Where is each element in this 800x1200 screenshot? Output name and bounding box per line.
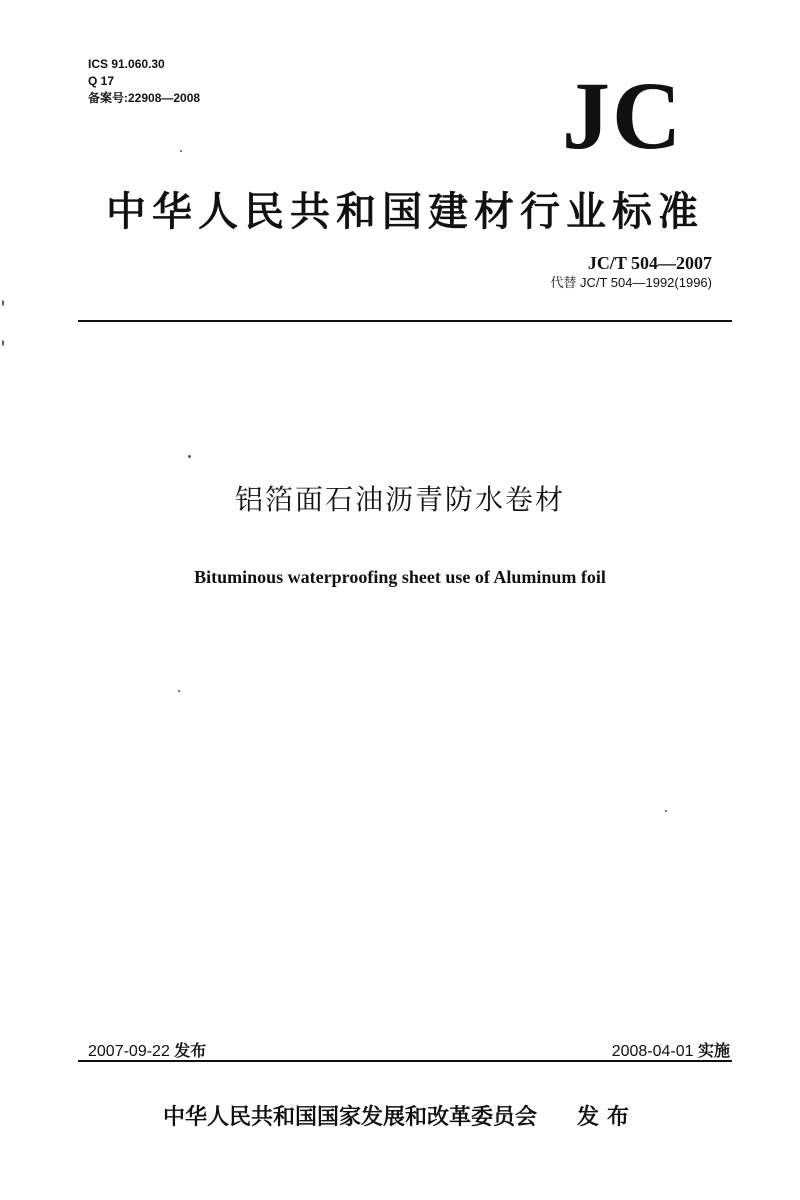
implement-date-line — [612, 1038, 730, 1061]
scan-speck — [665, 810, 667, 812]
issue-date-line — [88, 1038, 206, 1061]
classification-block — [88, 56, 200, 107]
scan-speck — [188, 455, 191, 458]
publisher-line — [0, 1100, 800, 1131]
implement-label: 实施 — [697, 1041, 730, 1060]
replaces-note: 代替 JC/T 504—1992(1996) — [550, 275, 712, 290]
issue-label: 发布 — [174, 1041, 207, 1060]
standard-number: JC/T 504—2007 — [587, 253, 712, 273]
ccs-code: Q 17 — [88, 74, 115, 88]
scan-speck — [2, 340, 4, 346]
issue-date: 2007-09-22 — [88, 1043, 170, 1060]
top-divider — [78, 320, 732, 322]
scan-speck — [2, 300, 4, 306]
standard-category: 中华人民共和国建材行业标准 — [106, 189, 704, 235]
document-title-en: Bituminous waterproofing sheet use of Aluminum foil — [194, 567, 606, 587]
publish-action: 发布 — [577, 1105, 638, 1130]
jc-logo: JC — [562, 62, 684, 169]
scan-speck — [180, 150, 182, 152]
document-title-cn: 铝箔面石油沥青防水卷材 — [234, 483, 565, 516]
record-number: 备案号:22908—2008 — [88, 91, 201, 105]
implement-date: 2008-04-01 — [611, 1043, 694, 1060]
publisher-name: 中华人民共和国国家发展和改革委员会 — [162, 1105, 537, 1130]
bottom-divider — [78, 1060, 732, 1062]
ics-code: ICS 91.060.30 — [88, 57, 165, 71]
scan-speck — [178, 690, 180, 692]
